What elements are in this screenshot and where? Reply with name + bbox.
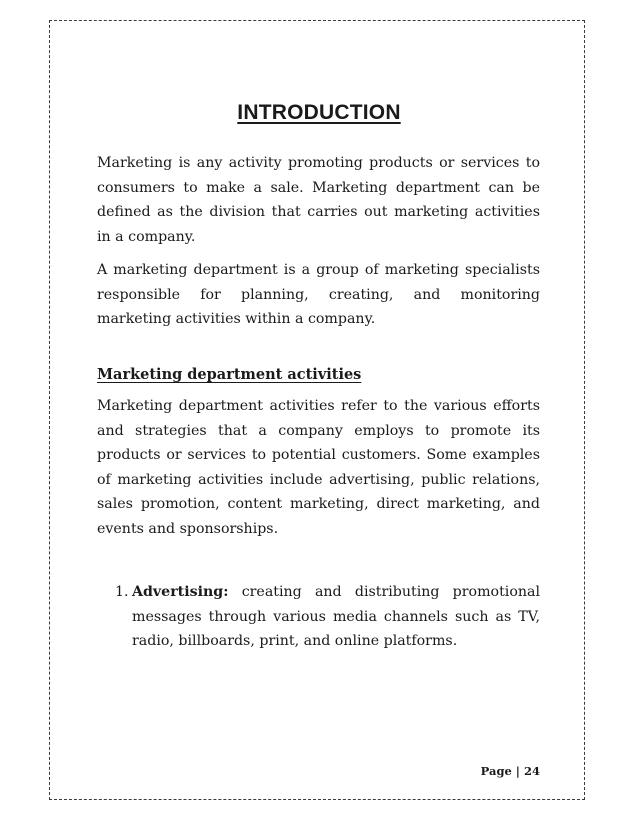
list-item-term: Advertising:	[132, 584, 229, 600]
section-paragraph: Marketing department activities refer to the various efforts and strategies that a company employs to promote its products or services to potential customers. Some examples of marketing activities include advertising, public relations, sales promotion, content marketing, direct marketing, and events and sponsorships.	[97, 398, 540, 537]
intro-paragraph-2: A marketing department is a group of marketing specialists responsible for planning, creating, and monitoring marketing activities within a company.	[97, 262, 540, 328]
section-heading: Marketing department activities	[97, 366, 362, 383]
list-item-text: creating and distributing promotional messages through various media channels such as TV, radio, billboards, print, and online platforms.	[132, 584, 540, 650]
list-item-number: 1.	[115, 584, 129, 600]
page-number: Page | 24	[480, 764, 540, 778]
list-item-body	[132, 580, 540, 654]
activity-list	[115, 580, 540, 654]
intro-paragraph-1: Marketing is any activity promoting products or services to consumers to make a sale. Marketing department can be defined as the division that carries out marketing activities in a company.	[97, 155, 540, 245]
page-title: INTRODUCTION	[237, 101, 401, 124]
list-item	[115, 580, 540, 654]
